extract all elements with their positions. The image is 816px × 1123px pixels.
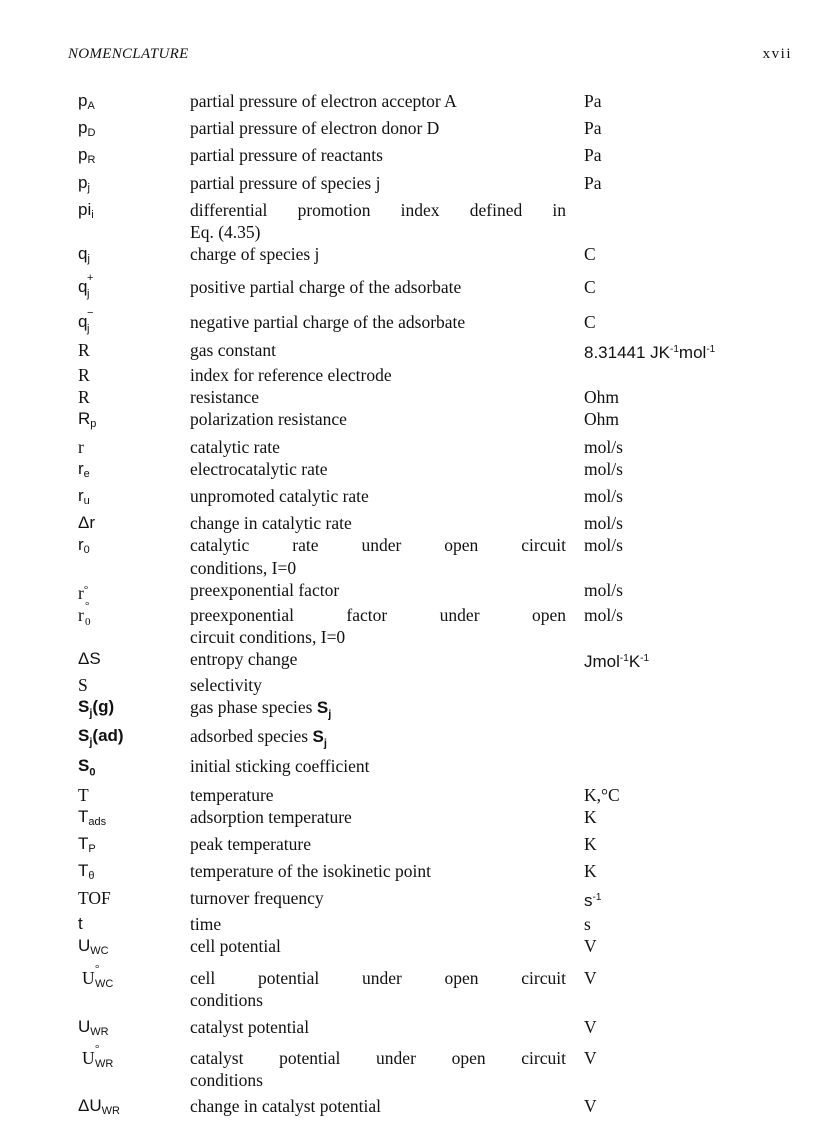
list-item <box>78 1044 778 1091</box>
list-item <box>78 806 778 833</box>
definition: preexponential factor under open circuit conditions, I=0 <box>190 605 566 648</box>
list-item <box>78 784 778 806</box>
symbol: $p_D$ <box>78 118 96 140</box>
unit: C <box>584 277 596 298</box>
symbol: $q_j$ <box>78 244 90 266</box>
symbol: $S_j(g)$ <box>78 696 115 720</box>
definition: negative partial charge of the adsorbate <box>190 311 466 332</box>
list-item <box>78 512 778 534</box>
definition: resistance <box>190 387 259 408</box>
page-header <box>68 46 792 66</box>
list-item <box>78 579 778 604</box>
definition: change in catalytic rate <box>190 513 352 534</box>
list-item <box>78 408 778 435</box>
list-item <box>78 144 778 171</box>
unit: s <box>584 913 591 934</box>
symbol: $r_0$ <box>78 535 90 557</box>
list-item <box>78 725 778 755</box>
list-item <box>78 1011 778 1043</box>
definition: differential promotion index defined in Eq. (4.35) <box>190 199 566 243</box>
running-title: NOMENCLATURE <box>68 46 189 62</box>
definition: electrocatalytic rate <box>190 458 328 479</box>
list-item <box>78 755 778 784</box>
symbol: $pi_i$ <box>78 199 94 221</box>
list-item <box>78 386 778 408</box>
symbol: $p_R$ <box>78 145 96 167</box>
list-item <box>78 339 778 364</box>
list-item <box>78 458 778 485</box>
symbol: Δr <box>78 513 96 533</box>
definition: turnover frequency <box>190 888 324 909</box>
definition: selectivity <box>190 674 262 695</box>
list-item <box>78 243 778 270</box>
symbol: $r_u$ <box>78 486 90 508</box>
definition: temperature <box>190 784 274 805</box>
unit: mol/s <box>584 579 623 600</box>
symbol: $T_{ads}$ <box>78 806 107 828</box>
symbol: $\Delta U_{WR}$ <box>78 1096 120 1118</box>
unit: Pa <box>584 145 602 166</box>
definition: change in catalyst potential <box>190 1096 381 1117</box>
list-item <box>78 913 778 935</box>
definition: partial pressure of electron acceptor A <box>190 91 457 111</box>
unit: $Jmol^{-1}K^{-1}$ <box>584 652 650 672</box>
definition: catalyst potential <box>190 1017 310 1038</box>
unit: C <box>584 311 596 332</box>
definition: catalytic rate under open circuit conditions, I=0 <box>190 535 566 578</box>
definition: polarization resistance <box>190 409 347 430</box>
page-number: xvii <box>762 46 792 62</box>
unit: V <box>584 935 597 956</box>
unit: K <box>584 806 597 827</box>
definition: preexponential factor <box>190 579 340 600</box>
symbol: r ° 0 <box>78 600 91 629</box>
symbol: T <box>78 784 89 805</box>
definition: peak temperature <box>190 834 311 855</box>
unit: V <box>584 968 597 989</box>
list-item <box>78 364 778 386</box>
list-item <box>78 648 778 673</box>
definition: charge of species j <box>190 244 320 265</box>
list-item <box>78 436 778 458</box>
unit: $s^{-1}$ <box>584 891 602 911</box>
definition: entropy change <box>190 649 298 670</box>
definition: catalyst potential under open circuit conditions <box>190 1047 566 1090</box>
definition: unpromoted catalytic rate <box>190 486 369 507</box>
unit: mol/s <box>584 605 623 626</box>
symbol: $U_{WC}$ <box>78 935 109 957</box>
definition: gas constant <box>190 339 277 360</box>
unit: Ohm <box>584 387 619 408</box>
unit: 8.31441 $JK^{-1}mol^{-1}$ <box>584 342 716 362</box>
symbol: ΔS <box>78 649 101 669</box>
list-item <box>78 833 778 860</box>
symbol: $p_j$ <box>78 172 90 194</box>
list-item <box>78 674 778 696</box>
definition: time <box>190 913 222 934</box>
list-item <box>78 1091 778 1122</box>
list-item <box>78 117 778 144</box>
symbol: R <box>78 387 90 408</box>
list-item <box>78 270 778 304</box>
symbol: U ° WR <box>82 1042 114 1070</box>
unit: K,°C <box>584 784 620 805</box>
definition: catalytic rate <box>190 436 280 457</box>
definition: initial sticking coefficient <box>190 756 370 777</box>
unit: V <box>584 1047 597 1068</box>
unit: mol/s <box>584 486 623 507</box>
definition: partial pressure of electron donor D <box>190 118 440 139</box>
symbol: $T_\theta$ <box>78 861 95 883</box>
list-item <box>78 935 778 962</box>
unit: Ohm <box>584 409 619 430</box>
unit: V <box>584 1017 597 1038</box>
unit: mol/s <box>584 513 623 534</box>
unit: K <box>584 861 597 882</box>
definition: cell potential under open circuit conditions <box>190 968 566 1011</box>
symbol: r <box>78 436 84 457</box>
symbol: $p_A$ <box>78 91 95 112</box>
symbol: t <box>78 913 83 933</box>
symbol: R <box>78 365 90 386</box>
unit: K <box>584 834 597 855</box>
list-item <box>78 90 778 117</box>
symbol: TOF <box>78 888 111 909</box>
list-item <box>78 172 778 199</box>
definition: temperature of the isokinetic point <box>190 861 432 882</box>
unit: mol/s <box>584 535 623 556</box>
list-item <box>78 860 778 887</box>
unit: C <box>584 244 596 265</box>
symbol: q − j <box>78 306 94 335</box>
symbol: q + j <box>78 272 94 301</box>
definition: index for reference electrode <box>190 365 392 386</box>
definition: cell potential <box>190 935 281 956</box>
definition: positive partial charge of the adsorbate <box>190 277 462 298</box>
definition: adsorption temperature <box>190 806 352 827</box>
symbol: $U_{WR}$ <box>78 1017 109 1039</box>
list-item <box>78 305 778 339</box>
symbol: $T_P$ <box>78 834 96 856</box>
unit: Pa <box>584 91 602 111</box>
list-item <box>78 887 778 912</box>
list-item <box>78 600 778 648</box>
list-item <box>78 199 778 243</box>
definition: partial pressure of reactants <box>190 145 383 166</box>
symbol: S <box>78 674 88 695</box>
unit: Pa <box>584 118 602 139</box>
definition: adsorbed species $S_j$ <box>190 726 327 750</box>
list-item <box>78 534 778 578</box>
unit: V <box>584 1096 597 1117</box>
unit: Pa <box>584 172 602 193</box>
symbol: U ° WC <box>82 963 114 991</box>
list-item <box>78 696 778 726</box>
definition: gas phase species $S_j$ <box>190 696 332 721</box>
symbol: $S_j(ad)$ <box>78 726 124 749</box>
list-item <box>78 962 778 1011</box>
symbol: $R_p$ <box>78 409 97 431</box>
unit: mol/s <box>584 458 623 479</box>
symbol: $r_e$ <box>78 458 90 480</box>
definition: partial pressure of species j <box>190 172 381 193</box>
unit: mol/s <box>584 436 623 457</box>
nomenclature-list <box>78 90 778 1122</box>
symbol: r° <box>78 582 89 603</box>
list-item <box>78 485 778 512</box>
symbol: $S_0$ <box>78 756 96 779</box>
symbol: R <box>78 339 90 360</box>
